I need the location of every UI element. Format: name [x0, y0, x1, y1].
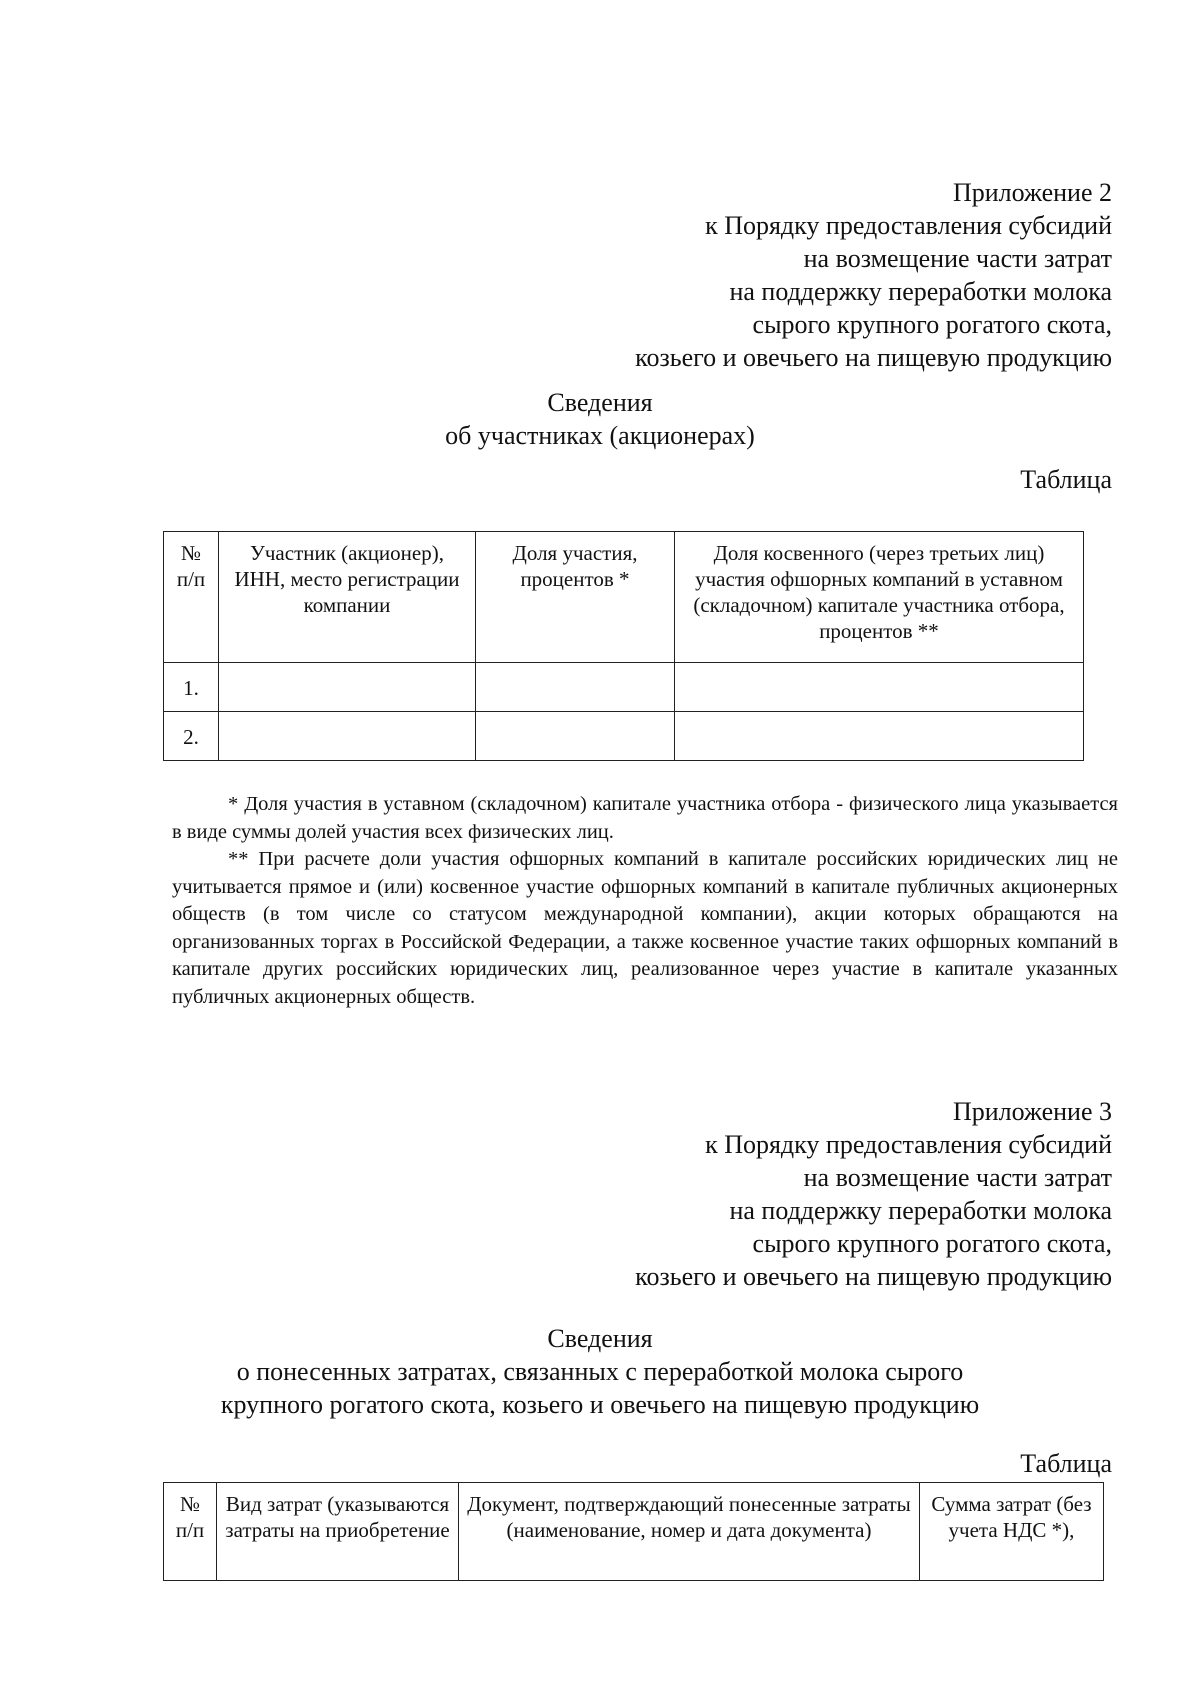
appendix-2-title: [0, 386, 1200, 452]
row-number: 1.: [164, 663, 219, 712]
cell: [219, 712, 476, 761]
title: Сведения: [547, 1324, 653, 1353]
header-line: на поддержку переработки молока: [729, 277, 1112, 306]
subtitle-line: крупного рогатого скота, козьего и овечьего на пищевую продукцию: [220, 1390, 980, 1419]
table-header-row: [164, 1483, 1104, 1581]
participants-table: [163, 531, 1084, 761]
cell: [476, 712, 675, 761]
header-line: сырого крупного рогатого скота,: [752, 310, 1112, 339]
subtitle-line: о понесенных затратах, связанных с переработкой молока сырого: [236, 1357, 964, 1386]
footnotes: [172, 791, 1118, 1011]
col-header-number: № п/п: [164, 532, 219, 663]
header-line: Приложение 3: [952, 1097, 1112, 1126]
appendix-3-header: [635, 1095, 1112, 1293]
header-line: Приложение 2: [952, 178, 1112, 207]
header-line: к Порядку предоставления субсидий: [705, 211, 1112, 240]
appendix-2-header: [635, 176, 1112, 374]
cell: [675, 663, 1084, 712]
col-header-cost-amount: Сумма затрат (без учета НДС *),: [920, 1483, 1104, 1581]
row-number: 2.: [164, 712, 219, 761]
col-header-number: № п/п: [164, 1483, 217, 1581]
table-row: [164, 712, 1084, 761]
appendix-3-title: [0, 1322, 1200, 1421]
table-label: Таблица: [1020, 1449, 1112, 1478]
cell: [675, 712, 1084, 761]
header-line: на поддержку переработки молока: [729, 1196, 1112, 1225]
header-line: на возмещение части затрат: [803, 244, 1112, 273]
header-line: к Порядку предоставления субсидий: [705, 1130, 1112, 1159]
header-line: сырого крупного рогатого скота,: [752, 1229, 1112, 1258]
cell: [476, 663, 675, 712]
col-header-participant: Участник (акционер), ИНН, место регистрации компании: [219, 532, 476, 663]
col-header-document: Документ, подтверждающий понесенные затраты (наименование, номер и дата документа): [459, 1483, 920, 1581]
header-line: на возмещение части затрат: [803, 1163, 1112, 1192]
footnote-1: * Доля участия в уставном (складочном) капитале участника отбора - физического лица указывается в виде суммы долей участия всех физических лиц.: [172, 793, 1118, 843]
table-header-row: [164, 532, 1084, 663]
col-header-share: Доля участия, процентов *: [476, 532, 675, 663]
header-line: козьего и овечьего на пищевую продукцию: [635, 1262, 1112, 1291]
header-line: козьего и овечьего на пищевую продукцию: [635, 343, 1112, 372]
subtitle: об участниках (акционерах): [445, 421, 755, 450]
col-header-offshore-share: Доля косвенного (через третьих лиц) участия офшорных компаний в уставном (складочном) капитале участника отбора, процентов **: [675, 532, 1084, 663]
costs-table: [163, 1482, 1104, 1581]
footnote-2: ** При расчете доли участия офшорных компаний в капитале российских юридических лиц не учитывается прямое и (или) косвенное участие офшорных компаний в капитале публичных акционерных обществ (в том числе со статусом международной компании), акции которых обращаются на организованных торгах в Российской Федерации, а также косвенное участие таких офшорных компаний в капитале других российских юридических лиц, реализованное через участие в капитале указанных публичных акционерных обществ.: [172, 848, 1118, 1008]
col-header-cost-type: Вид затрат (указываются затраты на приобретение: [217, 1483, 459, 1581]
table-row: [164, 663, 1084, 712]
title: Сведения: [547, 388, 653, 417]
table-label: Таблица: [1020, 465, 1112, 494]
cell: [219, 663, 476, 712]
